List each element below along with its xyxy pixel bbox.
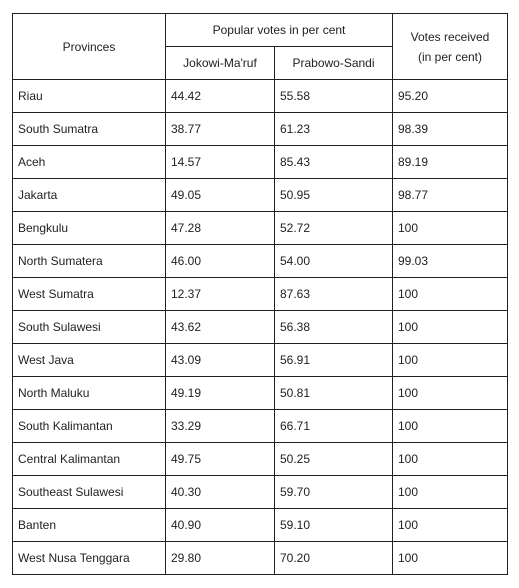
province-cell: West Java [13,344,166,377]
table-row [13,509,508,542]
table-row [13,146,508,179]
prabowo-value-cell: 70.20 [275,542,393,575]
table-row [13,179,508,212]
jokowi-value-cell: 43.62 [166,311,275,344]
votes-received-header-line1: Votes received [410,29,490,44]
votes-received-cell: 100 [393,476,508,509]
province-cell: North Sumatera [13,245,166,278]
table-row [13,212,508,245]
prabowo-value-cell: 50.95 [275,179,393,212]
votes-received-cell: 89.19 [393,146,508,179]
votes-received-cell: 99.03 [393,245,508,278]
province-cell: West Nusa Tenggara [13,542,166,575]
province-cell: Southeast Sulawesi [13,476,166,509]
votes-received-cell: 100 [393,344,508,377]
table-row [13,542,508,575]
prabowo-value-cell: 59.10 [275,509,393,542]
table-row [13,245,508,278]
province-cell: Jakarta [13,179,166,212]
provinces-header: Provinces [13,14,166,80]
votes-received-cell: 100 [393,542,508,575]
table-row [13,113,508,146]
jokowi-value-cell: 12.37 [166,278,275,311]
votes-received-cell: 100 [393,212,508,245]
table-header [13,14,508,80]
jokowi-value-cell: 33.29 [166,410,275,443]
table-row [13,410,508,443]
prabowo-value-cell: 66.71 [275,410,393,443]
prabowo-value-cell: 87.63 [275,278,393,311]
jokowi-value-cell: 49.05 [166,179,275,212]
province-cell: North Maluku [13,377,166,410]
jokowi-value-cell: 44.42 [166,80,275,113]
province-cell: Riau [13,80,166,113]
votes-received-cell: 98.77 [393,179,508,212]
table-row [13,443,508,476]
header-row-top [13,14,508,47]
jokowi-value-cell: 49.75 [166,443,275,476]
prabowo-value-cell: 61.23 [275,113,393,146]
votes-received-cell: 100 [393,278,508,311]
province-cell: South Sumatra [13,113,166,146]
prabowo-value-cell: 85.43 [275,146,393,179]
prabowo-value-cell: 56.38 [275,311,393,344]
votes-received-header-line2: (in per cent) [417,49,483,64]
jokowi-value-cell: 14.57 [166,146,275,179]
votes-received-cell: 100 [393,509,508,542]
prabowo-value-cell: 50.25 [275,443,393,476]
table-row [13,377,508,410]
votes-received-cell: 100 [393,377,508,410]
province-cell: South Sulawesi [13,311,166,344]
jokowi-value-cell: 29.80 [166,542,275,575]
jokowi-header: Jokowi-Ma'ruf [166,47,275,80]
province-cell: West Sumatra [13,278,166,311]
votes-received-header [393,14,508,80]
table-row [13,311,508,344]
province-cell: Bengkulu [13,212,166,245]
table-row [13,278,508,311]
prabowo-value-cell: 50.81 [275,377,393,410]
prabowo-value-cell: 56.91 [275,344,393,377]
province-cell: Aceh [13,146,166,179]
prabowo-value-cell: 54.00 [275,245,393,278]
jokowi-value-cell: 47.28 [166,212,275,245]
votes-received-cell: 100 [393,443,508,476]
jokowi-value-cell: 38.77 [166,113,275,146]
votes-received-cell: 100 [393,410,508,443]
table-row [13,476,508,509]
prabowo-header: Prabowo-Sandi [275,47,393,80]
jokowi-value-cell: 46.00 [166,245,275,278]
jokowi-value-cell: 40.90 [166,509,275,542]
jokowi-value-cell: 43.09 [166,344,275,377]
prabowo-value-cell: 59.70 [275,476,393,509]
province-cell: Banten [13,509,166,542]
prabowo-value-cell: 55.58 [275,80,393,113]
jokowi-value-cell: 40.30 [166,476,275,509]
province-cell: Central Kalimantan [13,443,166,476]
prabowo-value-cell: 52.72 [275,212,393,245]
votes-received-cell: 95.20 [393,80,508,113]
votes-received-cell: 98.39 [393,113,508,146]
jokowi-value-cell: 49.19 [166,377,275,410]
election-results-table [12,13,508,575]
votes-received-cell: 100 [393,311,508,344]
table-body [13,80,508,575]
popular-votes-header: Popular votes in per cent [166,14,393,47]
table-row [13,80,508,113]
province-cell: South Kalimantan [13,410,166,443]
table-row [13,344,508,377]
